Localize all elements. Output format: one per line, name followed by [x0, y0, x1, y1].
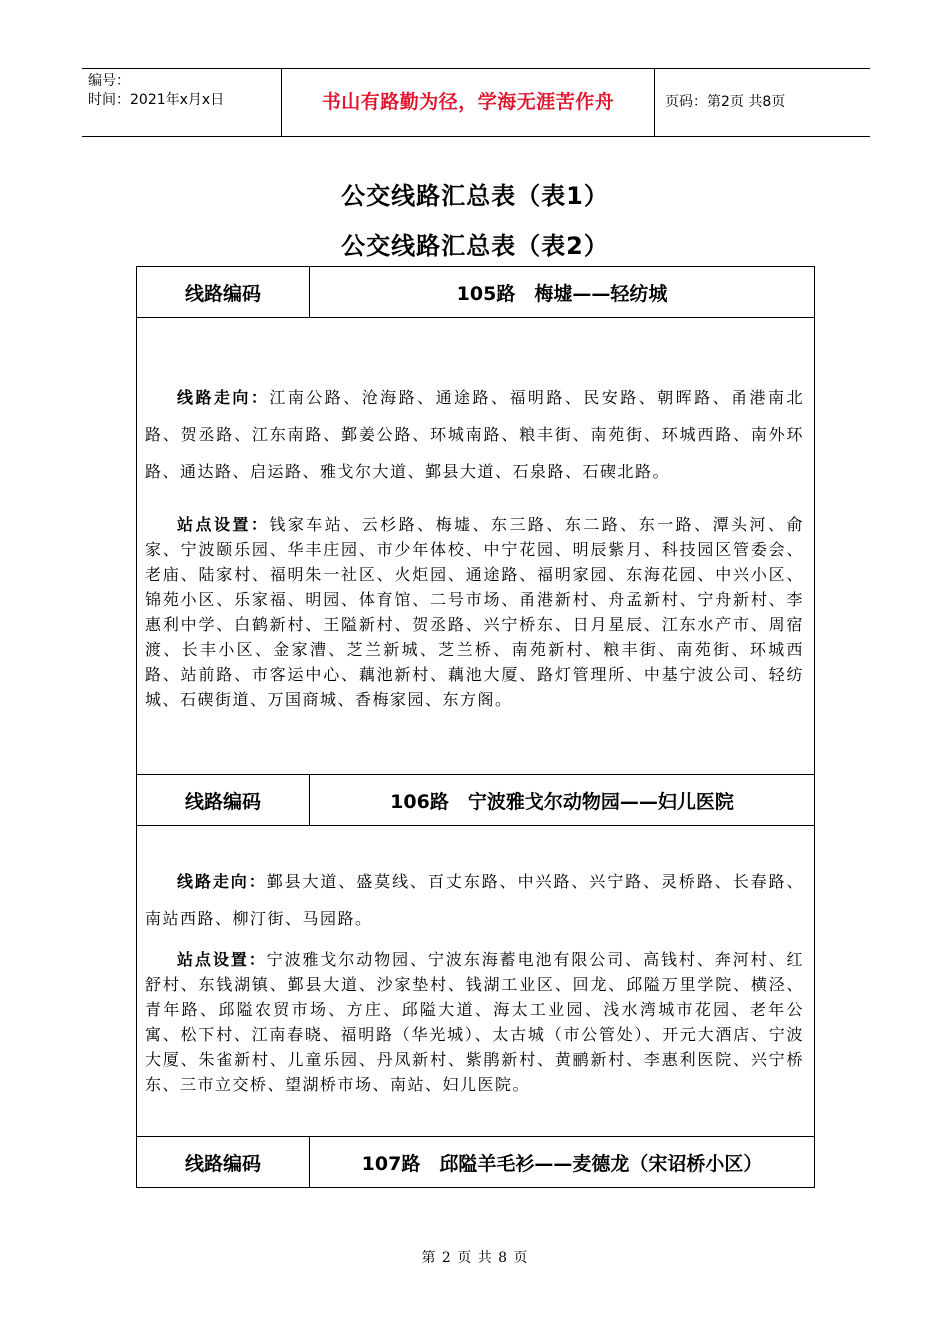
route-table: [136, 266, 815, 1188]
stops-text: 宁波雅戈尔动物园、宁波东海蓄电池有限公司、高钱村、奔河村、红舒村、东钱湖镇、鄞县大道、沙家垫村、钱湖工业区、回龙、邱隘万里学院、横泾、青年路、邱隘农贸市场、方庄、邱隘大道、海太工业园、浅水湾城市花园、老年公寓、松下村、江南春晓、福明路（华光城）、太古城（市公管处）、开元大酒店、宁波大厦、朱雀新村、儿童乐园、丹凤新村、紫鹃新村、黄鹂新村、李惠利医院、兴宁桥东、三市立交桥、望湖桥市场、南站、妇儿医院。: [145, 950, 804, 1094]
route-stops: [145, 947, 804, 1097]
route-code-label: 线路编码: [137, 775, 310, 826]
title-table-1: 公交线路汇总表（表1）: [341, 182, 609, 210]
route-detail-row: [137, 318, 815, 775]
stops-label: 站点设置：: [177, 950, 267, 969]
route-detail: [137, 826, 815, 1137]
route-header-row: [137, 267, 815, 318]
route-name: 107路 邱隘羊毛衫——麦德龙（宋诏桥小区）: [310, 1137, 815, 1188]
route-detail: [137, 318, 815, 775]
route-code-label: 线路编码: [137, 267, 310, 318]
route-stops: [145, 512, 804, 712]
stops-text: 钱家车站、云杉路、梅墟、东三路、东二路、东一路、潭头河、俞家、宁波颐乐园、华丰庄园、市少年体校、中宁花园、明辰紫月、科技园区管委会、老庙、陆家村、福明朱一社区、火炬园、通途路、福明家园、东海花园、中兴小区、锦苑小区、乐家福、明园、体育馆、二号市场、甬港新村、舟孟新村、宁舟新村、李惠利中学、白鹤新村、王隘新村、贺丞路、兴宁桥东、日月星辰、江东水产市、周宿渡、长丰小区、金家漕、芝兰新城、芝兰桥、南苑新村、粮丰街、南苑街、环城西路、站前路、市客运中心、藕池新村、藕池大厦、路灯管理所、中基宁波公司、轻纺城、石碶街道、万国商城、香梅家园、东方阁。: [145, 514, 804, 709]
route-direction: [145, 863, 804, 937]
header-meta: [82, 69, 282, 136]
time-label: 时间：2021年x月x日: [88, 92, 225, 108]
direction-label: 线路走向：: [177, 387, 270, 407]
header-page-info: 页码：第2页 共8页: [665, 94, 786, 110]
route-direction: [145, 379, 804, 490]
page-footer: 第 2 页 共 8 页: [421, 1250, 529, 1266]
direction-label: 线路走向：: [177, 872, 267, 891]
route-header-row: [137, 1137, 815, 1188]
route-name: 106路 宁波雅戈尔动物园——妇儿医院: [310, 775, 815, 826]
route-header-row: [137, 775, 815, 826]
page-header: [82, 68, 870, 137]
direction-text: 江南公路、沧海路、通途路、福明路、民安路、朝晖路、甬港南北路、贺丞路、江东南路、鄞姜公路、环城南路、粮丰街、南苑街、环城西路、南外环路、通达路、启运路、雅戈尔大道、鄞县大道、石泉路、石碶北路。: [145, 387, 804, 481]
direction-text: 鄞县大道、盛莫线、百丈东路、中兴路、兴宁路、灵桥路、长春路、南站西路、柳汀街、马园路。: [145, 872, 804, 928]
route-code-label: 线路编码: [137, 1137, 310, 1188]
header-motto: 书山有路勤为径，学海无涯苦作舟: [282, 69, 655, 136]
title-table-2: 公交线路汇总表（表2）: [341, 232, 609, 260]
number-label: 编号：: [88, 73, 130, 89]
route-name: 105路 梅墟——轻纺城: [310, 267, 815, 318]
route-detail-row: [137, 826, 815, 1137]
stops-label: 站点设置：: [177, 514, 270, 534]
